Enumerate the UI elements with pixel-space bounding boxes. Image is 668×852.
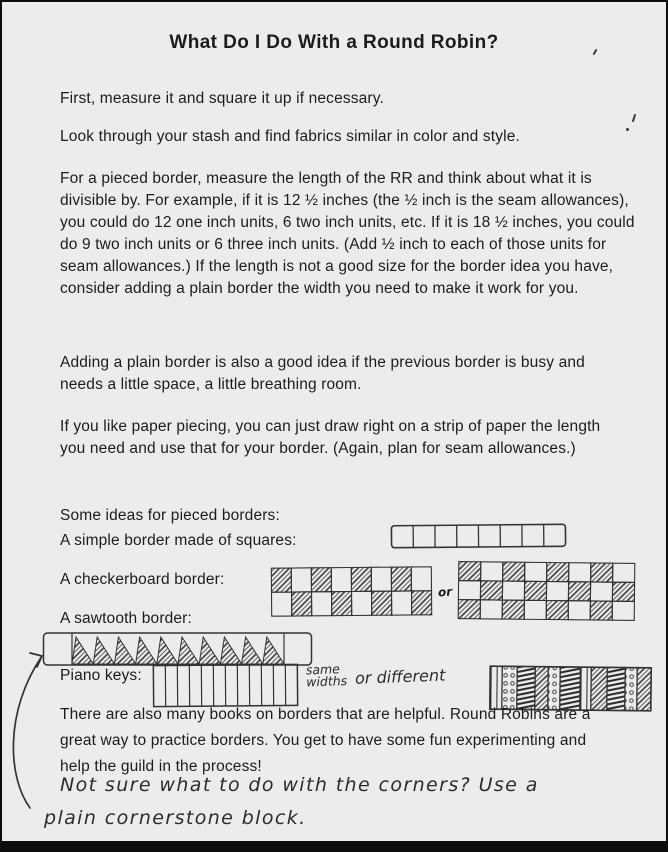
annotation-or-different: or different — [354, 665, 446, 688]
piano-keys-label: Piano keys: — [60, 667, 142, 684]
or-label: or — [437, 584, 453, 600]
sawtooth-border-label: A sawtooth border: — [60, 610, 192, 627]
scan-artifact — [632, 114, 636, 122]
paragraph-stash: Look through your stash and find fabrics similar in color and style. — [60, 128, 520, 145]
scan-artifact — [626, 128, 629, 131]
checkerboard-diagram-large — [457, 560, 637, 622]
paragraph-measure: First, measure it and square it up if necessary. — [60, 90, 384, 107]
page-title: What Do I Do With a Round Robin? — [169, 32, 499, 53]
piano-keys-annotation — [306, 660, 446, 691]
paragraph-pieced-border: For a pieced border, measure the length of the RR and think about what it is divisible by. For example, if it is 12 ½ inches (the ½ inch is the seam allowances), you could do 12 one inch units, 6 two inch units, etc. If it is 18 ½ inches, you could do 9 two inch units or 6 three inch units. (Add ½ inch to each of those units for seam allowances.) If the length is not a good size for the border idea you have, consider adding a plain border the width you need to make it work for you. — [60, 170, 635, 297]
closing-paragraph: There are also many books on borders that are helpful. Round Robins are a great way to practice borders. You get to have some fun experimenting and help the guild in the process! — [60, 706, 591, 775]
corner-arrow-annotation — [4, 630, 62, 812]
scan-edge-bar — [2, 841, 666, 850]
ideas-heading: Some ideas for pieced borders: — [60, 507, 280, 524]
handwritten-note-line2: plain cornerstone block. — [44, 807, 307, 829]
paragraph-plain-border: Adding a plain border is also a good idea if the previous border is busy and needs a little space, a little breathing room. — [60, 354, 585, 393]
paragraph-paper-piecing: If you like paper piecing, you can just draw right on a strip of paper the length you need and use that for your border. (Again, plan for seam allowances.) — [60, 418, 601, 457]
annotation-word-same: same — [305, 661, 341, 678]
checkerboard-border-label: A checkerboard border: — [60, 571, 225, 588]
annotation-word-widths: widths — [305, 673, 348, 690]
handwritten-note-line1: Not sure what to do with the corners? Use a — [60, 774, 539, 796]
squares-border-diagram — [390, 522, 568, 551]
checkerboard-diagram-small — [270, 565, 433, 617]
squares-border-label: A simple border made of squares: — [60, 532, 297, 549]
